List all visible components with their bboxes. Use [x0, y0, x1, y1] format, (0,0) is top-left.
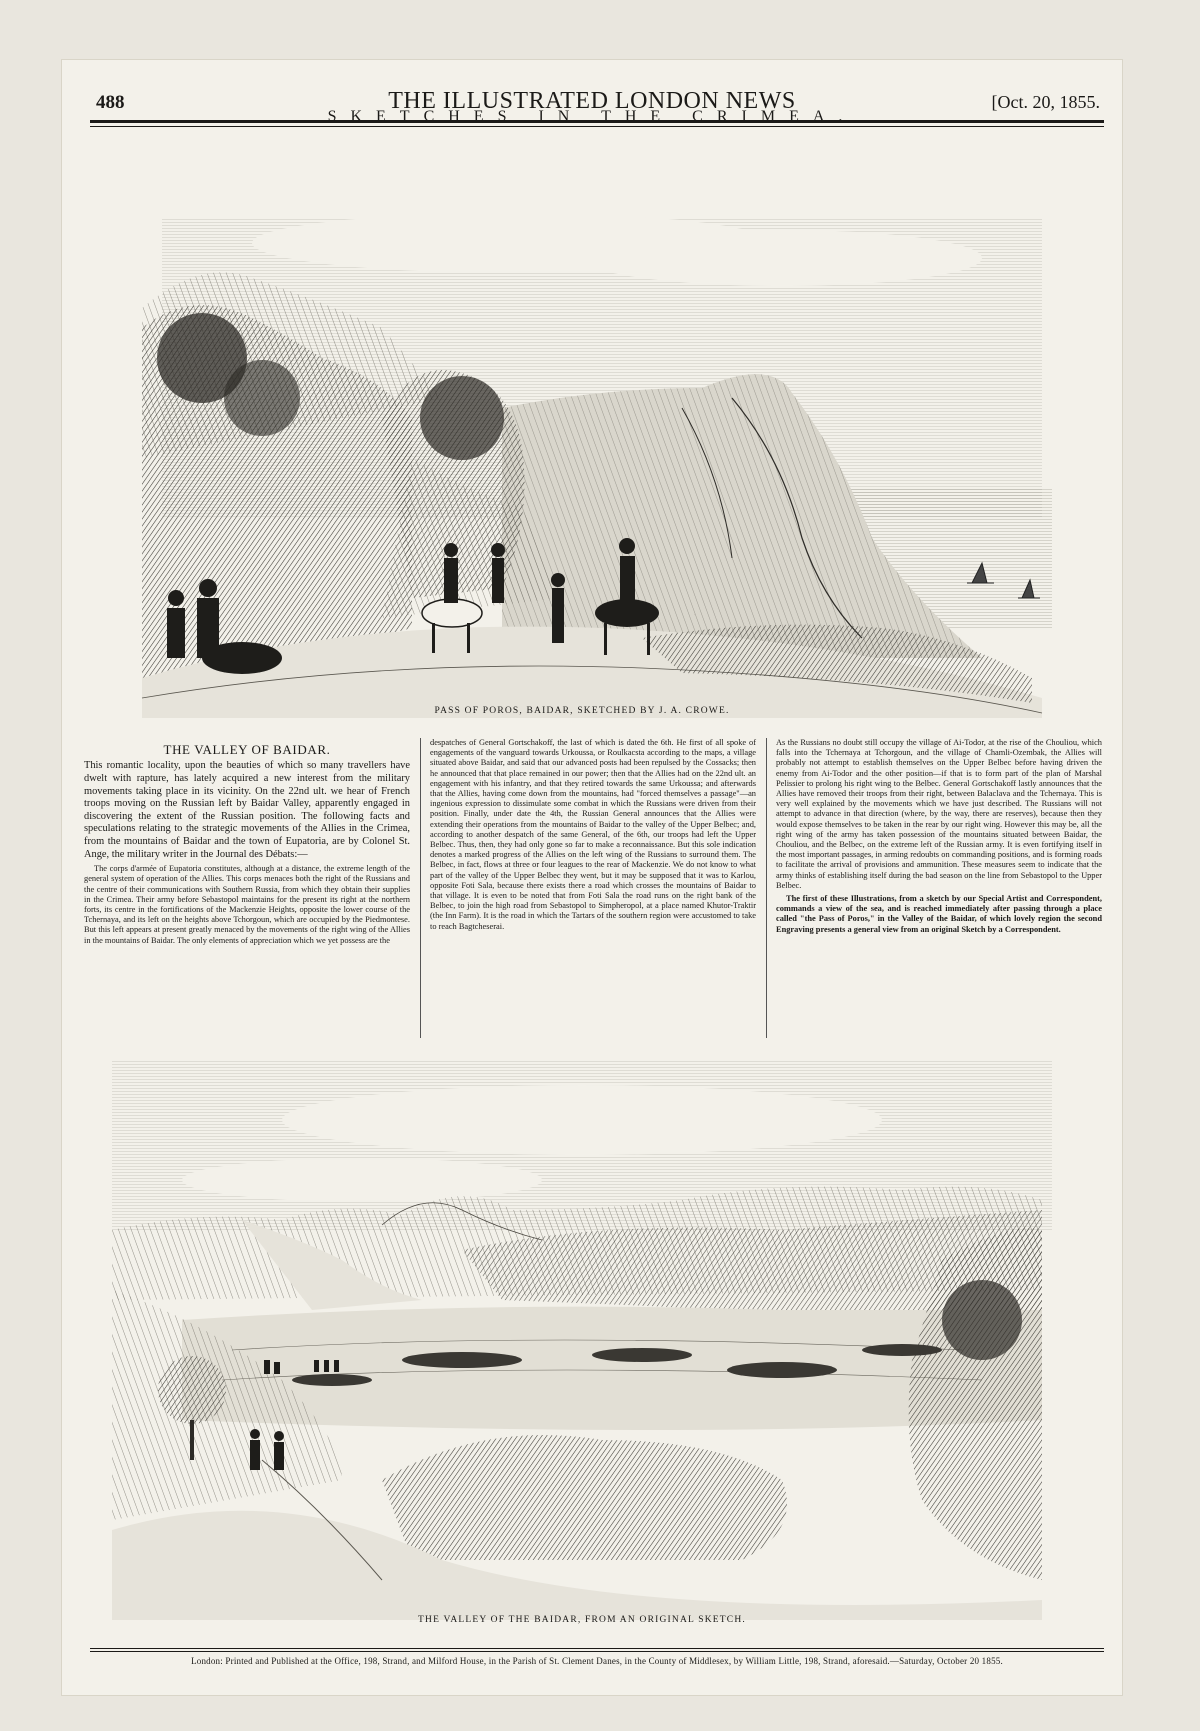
article-column-2: [430, 738, 756, 935]
pass-of-poros-engraving: [82, 158, 1082, 718]
column-rule: [766, 738, 767, 1038]
printer-imprint: London: Printed and Published at the Office, 198, Strand, and Milford House, in the Parish of St. Clement Danes, in the County of Middlesex, by William Little, 198, Strand, aforesaid.—Saturday, October 20 1855.: [191, 1656, 1003, 1666]
article-column-1: [84, 738, 410, 949]
article-heading: THE VALLEY OF BAIDAR.: [163, 742, 331, 757]
section-title: SKETCHES IN THE CRIMEA.: [327, 108, 857, 125]
footer-rule: [90, 1648, 1104, 1649]
top-plate-caption: PASS OF POROS, BAIDAR, SKETCHED BY J. A. CROWE.: [434, 706, 730, 716]
paper-title: THE ILLUSTRATED LONDON NEWS: [388, 88, 796, 114]
bottom-plate-caption: THE VALLEY OF THE BAIDAR, FROM AN ORIGINAL SKETCH.: [418, 1615, 746, 1625]
issue-date: [Oct. 20, 1855.: [991, 92, 1100, 112]
article-paragraph: The corps d'armée of Eupatoria constitutes, although at a distance, the extreme length of the general system of operation of the Allies. This corps menaces both the right of the Russians and the centre of their communications with Southern Russia, from which they obtain their supplies in the Crimea. Their army before Sebastopol maintains for the present its right at the northern forts, its centre in the fortifications of the Mackenzie Heights, opposite the lower course of the Tchernaya, and its left on the heights above Tchorgoun, which are occupied by the Piedmontese. But this left appears at present greatly menaced by the movements of the right wing of the Allies in the mountains of Baidar. The only elements of appreciation which we yet possess are the: [84, 864, 410, 945]
article-paragraph: This romantic locality, upon the beauties of which so many travellers have dwelt with rapture, has lately acquired a new interest from the military movements taking place in its vicinity. On the 22nd ult. we hear of French troops moving on the Russian left by Baidar Valley, apparently engaged in discovering the extent of the Russian position. The following facts and speculations relating to the strategic movements of the Allies in the Crimea, from the mountains of Baidar and the town of Eupatoria, are by Colonel St. Ange, the military writer in the Journal des Débats:—: [84, 760, 410, 860]
footer-rule-thin: [90, 1651, 1104, 1652]
header-rule-thin: [90, 126, 1104, 127]
article-column-3: [776, 738, 1102, 938]
column-rule: [420, 738, 421, 1038]
article-paragraph: As the Russians no doubt still occupy the village of Ai-Todor, at the rise of the Chouliou, which falls into the Tchernaya at Tchorgoun, and the village of Chamli-Ozembak, the Allies will probably not attempt to establish themselves on the Upper Belbec before having driven the enemy from Ai-Todor and the other position—if that is to form part of the plan of Marshal Pelissier to prolong his right wing to the Belbec. General Gortschakoff lastly announces that the Allies have removed their troops from their right, between Balaclava and the Tchernaya. This is very well explained by the movements which we have just described. The Russians will not attempt to advance in that direction (where, by the way, there are reserves), because then they would expose themselves to be taken in the rear by our right wing. However this may be, all the right wing of the army has taken possession of the mountains situated between Baidar, the Chouliou, and the Belbec, on the extreme left of the Russian army. It is even fortifying itself in the most important passages, in arming redoubts on commanding positions, and is forming roads to facilitate the arrival of provisions and ammunition. These measures seem to indicate that the army thinks of establishing itself during the bad season on the line from Sebastopol to the Upper Belbec.: [776, 738, 1102, 890]
page-number: 488: [96, 92, 125, 113]
article-columns: [84, 738, 1102, 1048]
valley-of-baidar-engraving: [82, 1060, 1082, 1630]
newspaper-page: [62, 60, 1122, 1695]
article-paragraph: despatches of General Gortschakoff, the last of which is dated the 6th. He first of all spoke of engagements of the vanguard towards Urkoussa, or Roulkacsta according to the maps, a village situated above Baidar, and said that our advanced posts had been repulsed by the Cossacks; then he announced that that place remained in our power; then that the Allies had on the 22nd ult. an engagement with his infantry, and that they retired towards the same Urkoussa; and afterwards that the Allies, having come down from the mountains, had "forced themselves a passage"—an ingenious expression to dissimulate some combat in which the Russians were driven from their position. Finally, under date the 4th, the Russian General announces that the Allies were extending their operations from the mountains of Baidar to the valley of the Upper Belbec; and, according to another despatch of the same General, of the 6th, our troops had left the Upper Belbec. Thus, then, they had only gone so far to make a reconnaissance. But this sole indication denotes a marked progress of the Allies on the left wing of the Russians to surround them. The Belbec, in fact, flows at three or four leagues to the rear of Mackenzie. We do not know to what part of the valley of the Upper Belbec they went, but it may be supposed that it was to Karlou, opposite Foti Sala, because there exists there a road which crosses the mountains of Baidar to that village. It is even to be noted that from Foti Sala the road runs on the right bank of the Belbec, to join the high road from Sebastopol to Simpheropol, at a place named Khutor-Traktir (the Inn Farm). It is the road in which the Tartars of the southern region were accustomed to take to reach Bagtcheserai.: [430, 738, 756, 931]
article-paragraph: The first of these Illustrations, from a sketch by our Special Artist and Correspondent, commands a view of the sea, and is reached immediately after passing through a place called "the Pass of Poros," in the Valley of the Baidar, of which lovely region the second Engraving presents a general view from an original Sketch by a Correspondent.: [776, 894, 1102, 934]
